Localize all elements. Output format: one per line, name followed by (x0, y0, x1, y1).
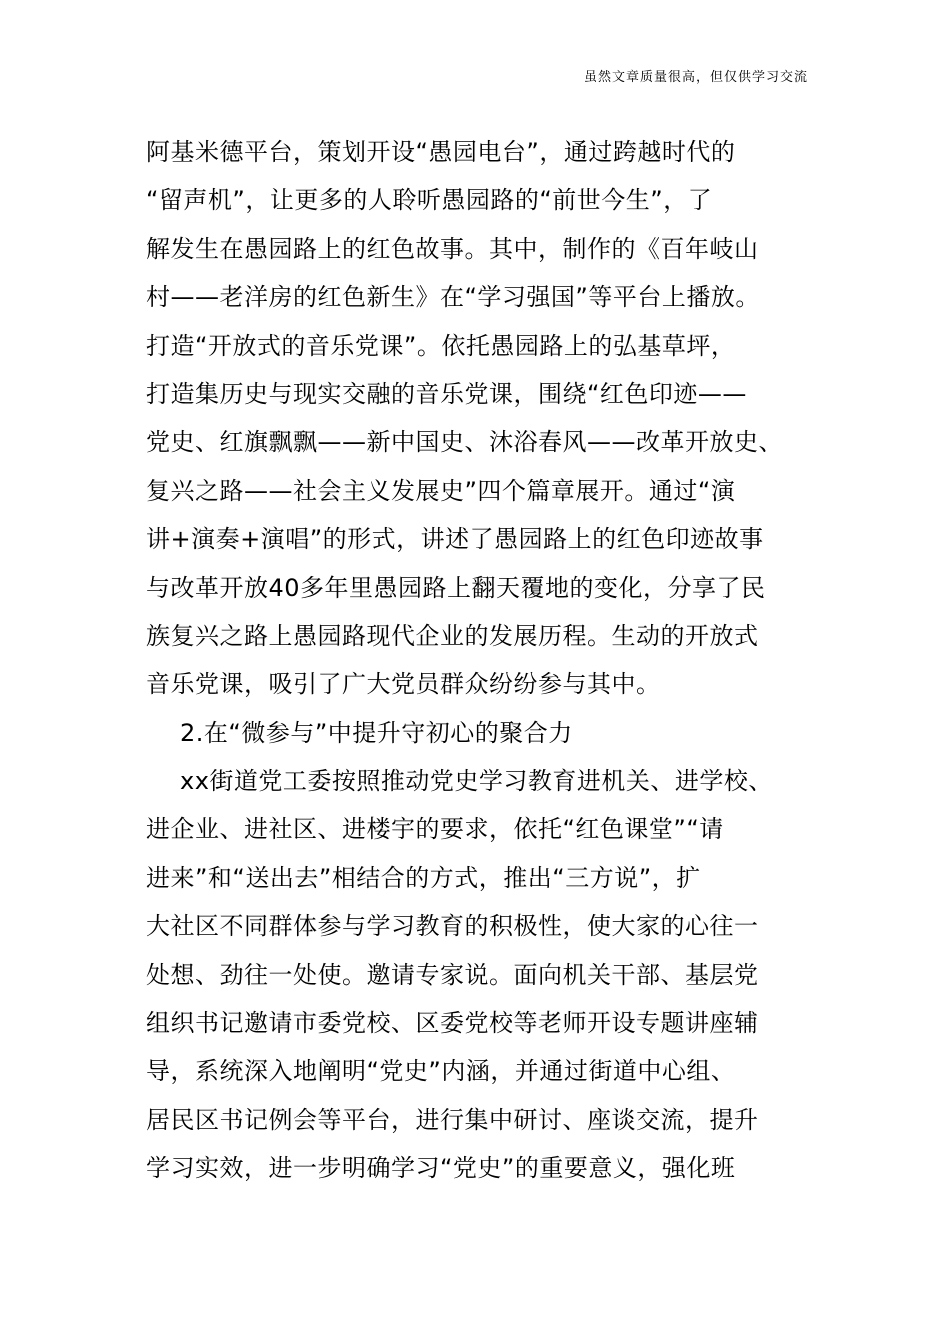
paragraph-1 (146, 128, 806, 709)
paragraph-line: 组织书记邀请市委党校、区委党校等老师开设专题讲座辅 (146, 1009, 759, 1038)
document-body (146, 128, 806, 1193)
paragraph-line: 音乐党课，吸引了广大党员群众纷纷参与其中。 (146, 670, 661, 699)
paragraph-2 (146, 757, 806, 1193)
paragraph-line: 阿基米德平台，策划开设“愚园电台”，通过跨越时代的 (146, 138, 736, 166)
paragraph-line: 进来”和“送出去”相结合的方式，推出“三方说”，扩 (146, 863, 701, 892)
header-note: 虽然文章质量很高，但仅供学习交流 (583, 70, 808, 85)
paragraph-line: 处想、劲往一处使。邀请专家说。面向机关干部、基层党 (146, 960, 759, 989)
paragraph-line: 大社区不同群体参与学习教育的积极性，使大家的心往一 (146, 912, 759, 941)
paragraph-line: “留声机”，让更多的人聆听愚园路的“前世今生”，了 (146, 186, 713, 215)
paragraph-line: 村——老洋房的红色新生》在“学习强国”等平台上播放。 (146, 283, 760, 312)
paragraph-line: 党史、红旗飘飘——新中国史、沐浴春风——改革开放史、 (146, 428, 783, 457)
paragraph-line: 导，系统深入地阐明“党史”内涵，并通过街道中心组、 (146, 1057, 736, 1086)
paragraph-line: 与改革开放40多年里愚园路上翻天覆地的变化，分享了民 (146, 573, 766, 602)
paragraph-line: 打造集历史与现实交融的音乐党课，围绕“红色印迹—— (146, 379, 747, 408)
paragraph-line: 族复兴之路上愚园路现代企业的发展历程。生动的开放式 (146, 621, 759, 650)
paragraph-line: 解发生在愚园路上的红色故事。其中，制作的《百年岐山 (146, 234, 759, 263)
paragraph-line: 讲+演奏+演唱”的形式，讲述了愚园路上的红色印迹故事 (146, 525, 764, 554)
paragraph-line: 居民区书记例会等平台，进行集中研讨、座谈交流，提升 (146, 1105, 759, 1134)
paragraph-line: 打造“开放式的音乐党课”。依托愚园路上的弘基草坪， (146, 331, 736, 360)
section-heading: 2.在“微参与”中提升守初心的聚合力 (180, 718, 573, 747)
paragraph-line: xx街道党工委按照推动党史学习教育进机关、进学校、 (180, 767, 773, 796)
paragraph-line: 学习实效，进一步明确学习“党史”的重要意义，强化班 (146, 1154, 736, 1183)
paragraph-line: 进企业、进社区、进楼宇的要求，依托“红色课堂”“请 (146, 815, 724, 844)
paragraph-line: 复兴之路——社会主义发展史”四个篇章展开。通过“演 (146, 476, 736, 505)
